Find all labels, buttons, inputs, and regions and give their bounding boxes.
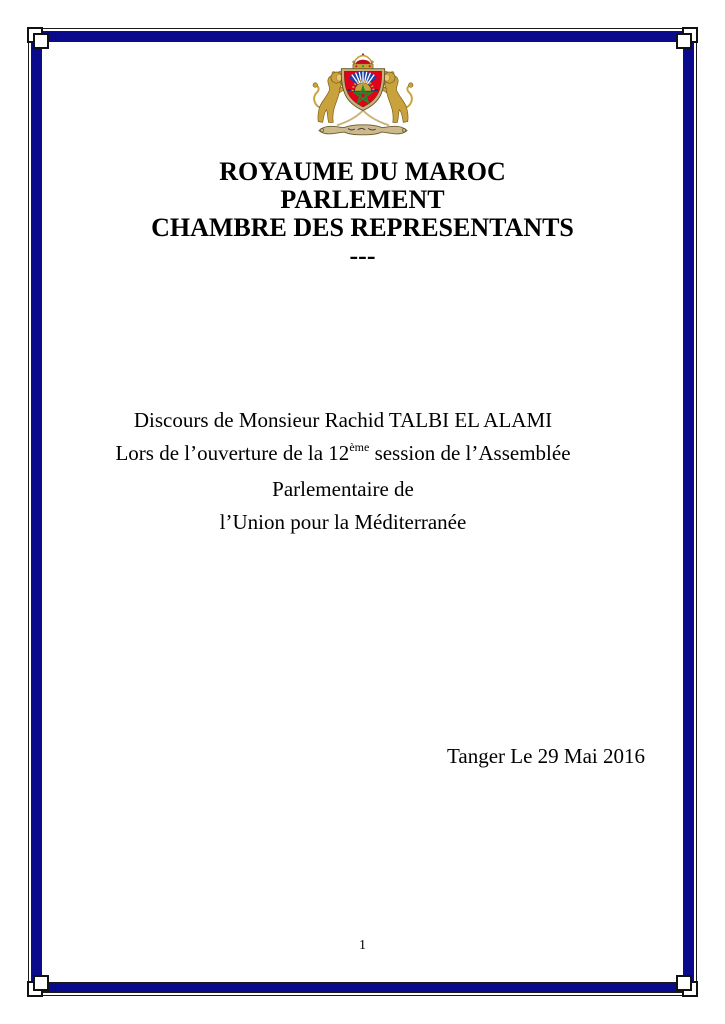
- border-corner-ornament: [675, 974, 706, 1005]
- morocco-coat-of-arms-icon: [307, 53, 419, 144]
- border-corner-ornament: [19, 19, 50, 50]
- corner-square-icon: [33, 33, 49, 49]
- crown-icon: [352, 53, 373, 68]
- speech-line-3: l’Union pour la Méditerranée: [219, 510, 467, 534]
- title-line-kingdom: ROYAUME DU MAROC: [219, 157, 506, 186]
- corner-square-icon: [33, 975, 49, 991]
- corner-square-icon: [676, 975, 692, 991]
- document-title-block: [0, 158, 725, 270]
- dateline: Tanger Le 29 Mai 2016: [447, 744, 645, 768]
- title-line-chamber: CHAMBRE DES REPRESENTANTS: [151, 213, 574, 242]
- speech-line-2: [63, 437, 623, 506]
- title-separator-dashes: ---: [349, 241, 376, 270]
- speech-line-1: Discours de Monsieur Rachid TALBI EL ALAMI: [133, 408, 553, 432]
- speech-line-2-suffix: session de l’Assemblée Parlementaire de: [272, 441, 576, 501]
- page-number: 1: [359, 938, 366, 953]
- border-corner-ornament: [19, 974, 50, 1005]
- title-line-parliament: PARLEMENT: [280, 185, 445, 214]
- speech-title-block: [63, 404, 623, 539]
- border-corner-ornament: [675, 19, 706, 50]
- speech-line-2-prefix: Lors de l’ouverture de la 12: [115, 441, 350, 465]
- corner-square-icon: [676, 33, 692, 49]
- ordinal-superscript: ème: [349, 440, 370, 454]
